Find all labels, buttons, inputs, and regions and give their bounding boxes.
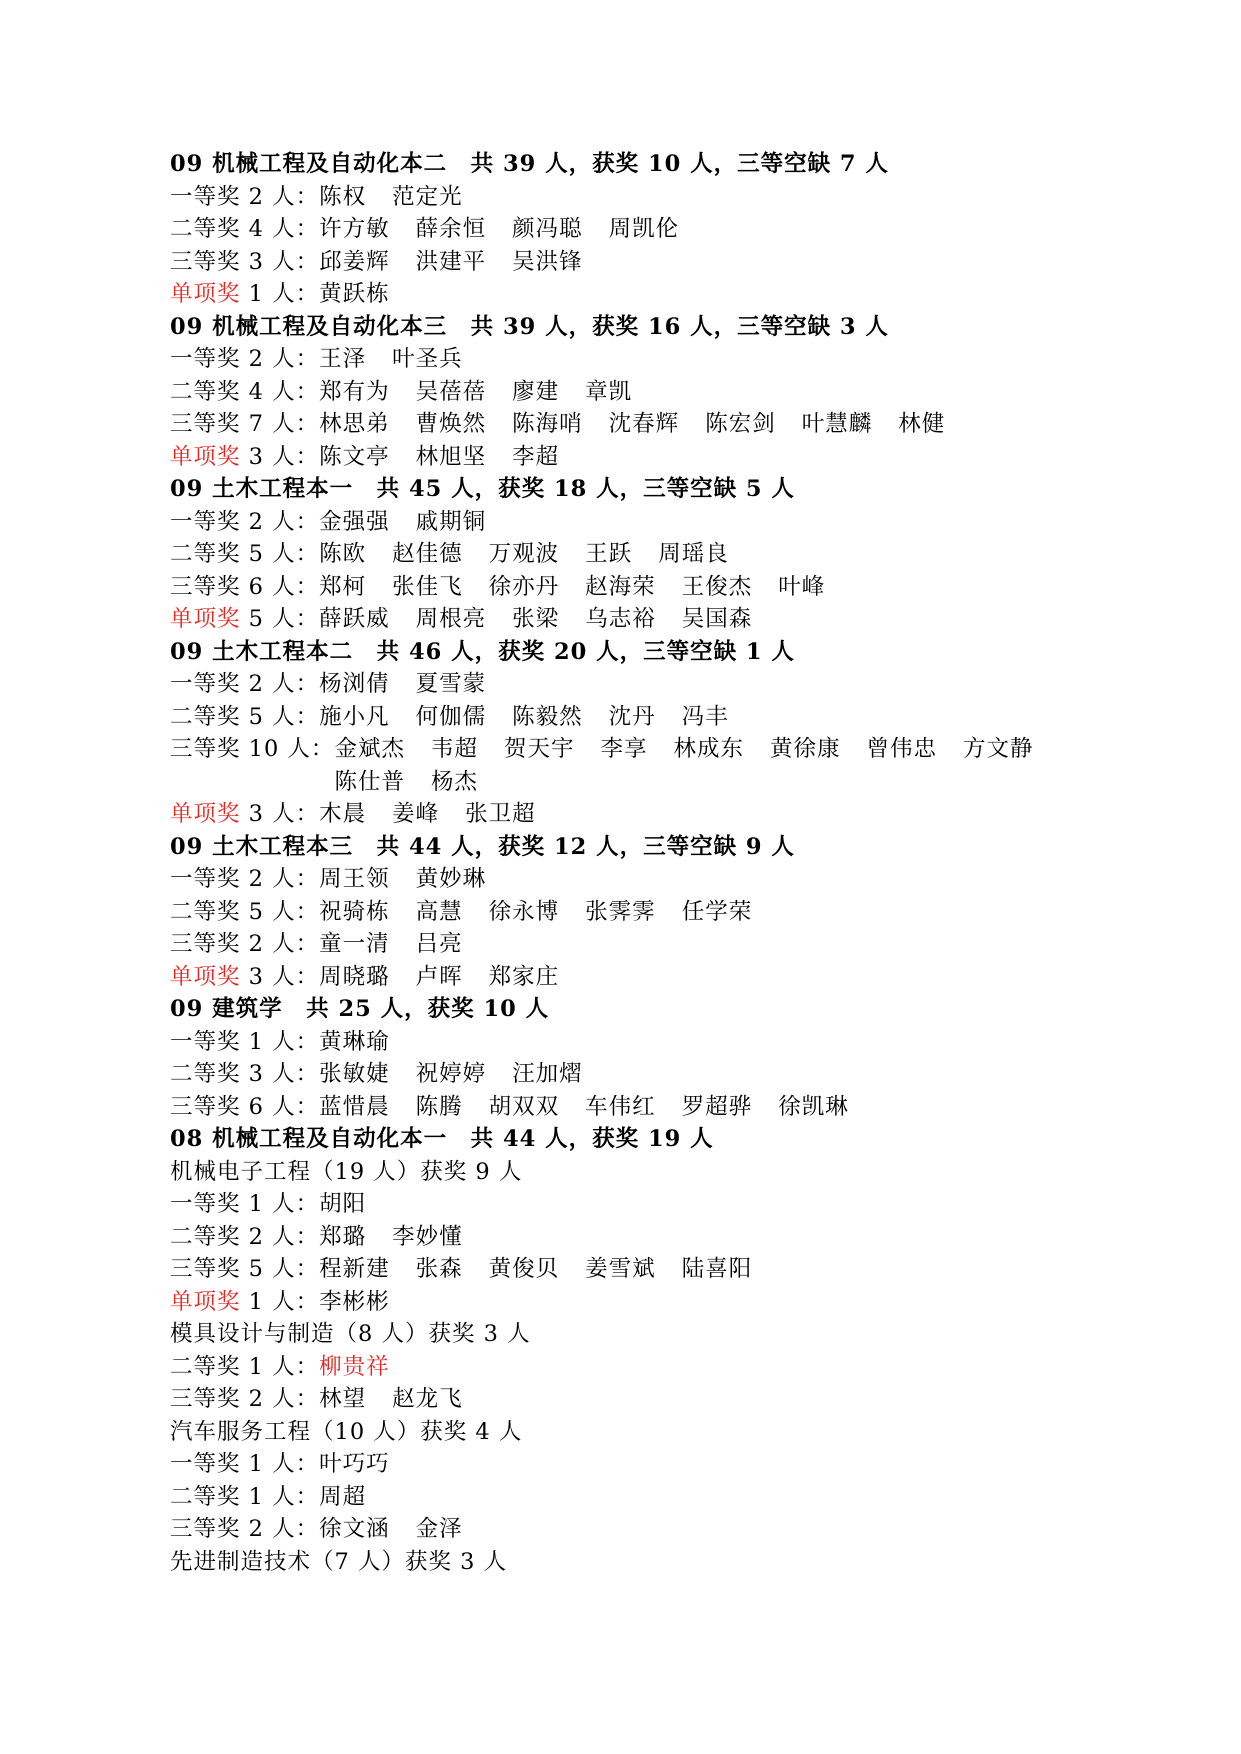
winner-name: 周晓璐 — [319, 963, 390, 990]
award-line — [170, 928, 1170, 961]
award-count: 二等奖 4 人： — [170, 378, 320, 405]
award-label — [170, 181, 319, 214]
award-count: 三等奖 2 人： — [170, 931, 320, 957]
winner-name: 金强强 — [319, 508, 390, 535]
winner-names — [319, 343, 489, 376]
award-count: 二等奖 5 人： — [170, 703, 320, 730]
winner-name: 吴蓓蓓 — [415, 378, 487, 405]
special-award-label: 单项奖 — [170, 281, 241, 307]
award-label — [170, 1026, 319, 1059]
winner-names — [319, 798, 562, 831]
award-count: 二等奖 5 人： — [170, 898, 320, 925]
winner-name: 李享 — [600, 736, 648, 762]
special-award-label: 单项奖 — [170, 1288, 241, 1315]
class-heading: 09 土木工程本一 共 45 人，获奖 18 人，三等空缺 5 人 — [170, 476, 795, 502]
winner-names — [319, 1513, 489, 1546]
award-label — [170, 1513, 319, 1546]
class-heading: 09 土木工程本二 共 46 人，获奖 20 人，三等空缺 1 人 — [170, 638, 795, 665]
winner-name: 罗超骅 — [681, 1093, 753, 1120]
award-label — [170, 733, 334, 766]
award-count: 一等奖 2 人： — [170, 183, 320, 210]
winner-name: 王跃 — [585, 541, 633, 567]
winner-name: 徐永博 — [488, 898, 560, 925]
winner-name: 洪建平 — [415, 248, 487, 275]
award-line — [170, 1188, 1170, 1221]
award-line — [170, 1253, 1170, 1286]
winner-name: 陈毅然 — [512, 703, 583, 730]
winner-name: 金泽 — [415, 1516, 463, 1542]
winner-name: 徐凯琳 — [778, 1093, 849, 1120]
winner-name: 胡阳 — [319, 1191, 367, 1217]
award-label — [170, 278, 319, 311]
winner-name: 廖建 — [512, 378, 560, 405]
award-line — [170, 961, 1170, 994]
award-count: 5 人： — [240, 606, 320, 632]
award-count: 一等奖 1 人： — [170, 1028, 320, 1055]
award-count: 三等奖 6 人： — [170, 573, 320, 600]
winner-names — [319, 896, 778, 929]
winner-names — [334, 733, 1114, 798]
award-count: 二等奖 2 人： — [170, 1223, 320, 1250]
award-line — [170, 863, 1170, 896]
winner-name: 周瑶良 — [658, 541, 729, 567]
award-count: 一等奖 2 人： — [170, 508, 320, 535]
special-award-label: 单项奖 — [170, 801, 241, 827]
winner-name: 任学荣 — [681, 898, 753, 925]
award-line — [170, 1026, 1170, 1059]
winner-name: 吴洪锋 — [512, 248, 583, 275]
award-line — [170, 1383, 1170, 1416]
award-line — [170, 571, 1170, 604]
winner-name: 许方敏 — [319, 216, 390, 242]
winner-names — [319, 928, 489, 961]
award-line — [170, 538, 1170, 571]
winner-name: 曹焕然 — [415, 411, 487, 437]
winner-name: 陈仕普 — [334, 768, 405, 795]
award-line — [170, 733, 1170, 798]
winner-names — [319, 441, 585, 474]
winner-name: 金斌杰 — [334, 736, 405, 762]
winner-name: 章凯 — [585, 378, 633, 405]
award-count: 3 人： — [240, 963, 320, 990]
winner-name: 程新建 — [319, 1256, 390, 1282]
winner-names — [319, 1448, 416, 1481]
winner-name: 周王领 — [319, 866, 390, 892]
winner-name: 卢晖 — [415, 963, 463, 990]
winner-name: 徐亦丹 — [488, 573, 560, 600]
winner-names — [319, 701, 755, 734]
winner-name: 郑柯 — [319, 573, 367, 600]
award-count: 一等奖 2 人： — [170, 866, 320, 892]
winner-name: 周超 — [319, 1483, 367, 1510]
winner-name: 王俊杰 — [681, 573, 753, 600]
winner-name: 郑有为 — [319, 378, 390, 405]
winner-name: 陈海哨 — [512, 411, 583, 437]
winner-name: 姜雪斌 — [585, 1256, 656, 1282]
winner-name: 沈春辉 — [608, 411, 680, 437]
winner-names — [319, 376, 658, 409]
award-label — [170, 798, 319, 831]
winner-name: 张梁 — [512, 606, 560, 632]
award-line — [170, 1448, 1170, 1481]
winner-name: 赵佳德 — [392, 541, 463, 567]
winner-name: 陈文亭 — [319, 443, 390, 470]
award-label — [170, 246, 319, 279]
award-line — [170, 1351, 1170, 1384]
award-count: 三等奖 6 人： — [170, 1093, 320, 1120]
winner-names — [319, 1026, 416, 1059]
winner-name: 吕亮 — [415, 931, 463, 957]
winner-name: 祝骑栋 — [319, 898, 390, 925]
award-label — [170, 1448, 319, 1481]
winner-name: 郑璐 — [319, 1223, 367, 1250]
award-count: 一等奖 2 人： — [170, 671, 320, 697]
award-line — [170, 701, 1170, 734]
winner-name: 吴国森 — [681, 606, 753, 632]
award-line — [170, 278, 1170, 311]
winner-name: 林健 — [898, 411, 946, 437]
winner-name: 叶巧巧 — [319, 1451, 390, 1477]
winner-name: 张森 — [415, 1256, 463, 1282]
award-line — [170, 1513, 1170, 1546]
award-line — [170, 668, 1170, 701]
award-label — [170, 1481, 319, 1514]
award-line — [170, 343, 1170, 376]
winner-name: 林思弟 — [319, 411, 390, 437]
award-line — [170, 603, 1170, 636]
winner-name: 赵海荣 — [585, 573, 656, 600]
award-count: 三等奖 2 人： — [170, 1386, 320, 1412]
winner-name: 薛余恒 — [415, 216, 487, 242]
winner-names — [319, 1351, 416, 1384]
award-label — [170, 603, 319, 636]
winner-name: 张佳飞 — [392, 573, 463, 600]
winner-name: 叶峰 — [778, 573, 826, 600]
award-line — [170, 441, 1170, 474]
award-label — [170, 571, 319, 604]
winner-name: 李超 — [512, 443, 560, 470]
class-heading: 09 土木工程本三 共 44 人，获奖 12 人，三等空缺 9 人 — [170, 833, 795, 860]
winner-names — [319, 603, 778, 636]
winner-name: 姜峰 — [392, 801, 440, 827]
award-label — [170, 1351, 319, 1384]
winner-names — [319, 1058, 609, 1091]
winner-name: 贺天宇 — [503, 736, 575, 762]
award-count: 三等奖 7 人： — [170, 411, 320, 437]
winner-names — [319, 961, 585, 994]
award-count: 一等奖 1 人： — [170, 1191, 320, 1217]
award-count: 三等奖 2 人： — [170, 1516, 320, 1542]
winner-name: 黄琳瑜 — [319, 1028, 390, 1055]
winner-name: 沈丹 — [608, 703, 656, 730]
winner-name: 李彬彬 — [319, 1288, 390, 1315]
award-label — [170, 896, 319, 929]
award-count: 一等奖 1 人： — [170, 1451, 320, 1477]
award-label — [170, 1091, 319, 1124]
award-line — [170, 213, 1170, 246]
winner-name: 蓝惜晨 — [319, 1093, 390, 1120]
winner-name: 祝婷婷 — [415, 1061, 487, 1087]
award-line — [170, 1058, 1170, 1091]
winner-name: 韦超 — [430, 736, 478, 762]
award-label — [170, 408, 319, 441]
winner-name: 冯丰 — [681, 703, 729, 730]
winner-names — [319, 181, 489, 214]
award-count: 二等奖 3 人： — [170, 1061, 320, 1087]
winner-name: 何伽儒 — [415, 703, 487, 730]
winner-names — [319, 408, 971, 441]
winner-name: 李妙懂 — [392, 1223, 463, 1250]
class-heading: 09 建筑学 共 25 人，获奖 10 人 — [170, 996, 550, 1022]
award-count: 二等奖 1 人： — [170, 1483, 320, 1510]
class-heading: 09 机械工程及自动化本三 共 39 人，获奖 16 人，三等空缺 3 人 — [170, 313, 889, 340]
winner-name: 张卫超 — [465, 801, 536, 827]
winner-name: 林成东 — [673, 736, 745, 762]
award-label — [170, 376, 319, 409]
major-subheading: 汽车服务工程（10 人）获奖 4 人 — [170, 1418, 523, 1445]
winner-names — [319, 506, 512, 539]
award-line — [170, 1221, 1170, 1254]
winner-name: 车伟红 — [585, 1093, 656, 1120]
award-label — [170, 213, 319, 246]
winner-name: 戚期铜 — [415, 508, 487, 535]
winner-name: 邱姜辉 — [319, 248, 390, 275]
award-count: 三等奖 3 人： — [170, 248, 320, 275]
award-line — [170, 506, 1170, 539]
award-line — [170, 376, 1170, 409]
award-count: 1 人： — [240, 281, 320, 307]
award-count: 一等奖 2 人： — [170, 346, 320, 372]
winner-name: 胡双双 — [488, 1093, 560, 1120]
award-label — [170, 928, 319, 961]
award-label — [170, 1383, 319, 1416]
winner-name: 张敏婕 — [319, 1061, 390, 1087]
winner-name: 陆喜阳 — [681, 1256, 753, 1282]
winner-names — [319, 571, 851, 604]
winner-names — [319, 1221, 489, 1254]
winner-names — [319, 1286, 416, 1319]
winner-names — [319, 668, 512, 701]
award-label — [170, 1221, 319, 1254]
award-line — [170, 408, 1170, 441]
class-heading: 08 机械工程及自动化本一 共 44 人，获奖 19 人 — [170, 1126, 714, 1152]
winner-name: 王泽 — [319, 346, 367, 372]
award-count: 1 人： — [240, 1288, 320, 1315]
award-label — [170, 1188, 319, 1221]
winner-name: 徐文涵 — [319, 1516, 390, 1542]
winner-name: 杨浏倩 — [319, 671, 390, 697]
winner-name: 范定光 — [392, 183, 463, 210]
winner-name: 薛跃威 — [319, 606, 390, 632]
winner-name: 黄徐康 — [770, 736, 841, 762]
winner-name: 周凯伦 — [608, 216, 680, 242]
winner-names — [319, 863, 512, 896]
winner-name: 叶慧麟 — [801, 411, 873, 437]
winner-name: 林旭坚 — [415, 443, 487, 470]
winner-names — [319, 278, 416, 311]
award-label — [170, 863, 319, 896]
winner-name: 陈欧 — [319, 541, 367, 567]
award-label — [170, 701, 319, 734]
award-count: 3 人： — [240, 801, 320, 827]
award-count: 3 人： — [240, 443, 320, 470]
winner-name: 黄妙琳 — [415, 866, 487, 892]
winner-names — [319, 538, 755, 571]
award-label — [170, 668, 319, 701]
award-label — [170, 1058, 319, 1091]
winner-name: 汪加熠 — [512, 1061, 583, 1087]
winner-name: 张霁霁 — [585, 898, 656, 925]
winner-name: 施小凡 — [319, 703, 390, 730]
winner-name: 柳贵祥 — [319, 1353, 390, 1380]
award-label — [170, 961, 319, 994]
award-label — [170, 1286, 319, 1319]
award-label — [170, 538, 319, 571]
winner-name: 颜冯聪 — [512, 216, 583, 242]
award-line — [170, 1091, 1170, 1124]
major-subheading: 机械电子工程（19 人）获奖 9 人 — [170, 1158, 523, 1185]
winner-name: 陈权 — [319, 183, 367, 210]
winner-name: 方文静 — [963, 736, 1034, 762]
winner-name: 叶圣兵 — [392, 346, 463, 372]
winner-name: 林望 — [319, 1386, 367, 1412]
award-line — [170, 1481, 1170, 1514]
winner-name: 木晨 — [319, 801, 367, 827]
winner-names — [319, 213, 705, 246]
winner-name: 郑家庄 — [488, 963, 560, 990]
winner-name: 乌志裕 — [585, 606, 656, 632]
award-line — [170, 246, 1170, 279]
major-subheading: 先进制造技术（7 人）获奖 3 人 — [170, 1548, 508, 1575]
award-count: 二等奖 5 人： — [170, 541, 320, 567]
winner-name: 曾伟忠 — [866, 736, 938, 762]
award-label — [170, 1253, 319, 1286]
award-count: 二等奖 4 人： — [170, 216, 320, 242]
award-line — [170, 181, 1170, 214]
winner-names — [319, 246, 609, 279]
winner-name: 陈腾 — [415, 1093, 463, 1120]
winner-name: 夏雪蒙 — [415, 671, 487, 697]
award-line — [170, 798, 1170, 831]
award-line — [170, 1286, 1170, 1319]
winner-names — [319, 1481, 392, 1514]
winner-name: 万观波 — [488, 541, 560, 567]
winner-names — [319, 1253, 778, 1286]
special-award-label: 单项奖 — [170, 963, 241, 990]
winner-name: 高慧 — [415, 898, 463, 925]
award-list-document — [170, 148, 1170, 1578]
award-count: 三等奖 5 人： — [170, 1256, 320, 1282]
winner-name: 黄俊贝 — [488, 1256, 560, 1282]
class-heading: 09 机械工程及自动化本二 共 39 人，获奖 10 人，三等空缺 7 人 — [170, 151, 889, 177]
award-label — [170, 441, 319, 474]
special-award-label: 单项奖 — [170, 606, 241, 632]
winner-name: 童一清 — [319, 931, 390, 957]
award-line — [170, 896, 1170, 929]
special-award-label: 单项奖 — [170, 443, 241, 470]
major-subheading: 模具设计与制造（8 人）获奖 3 人 — [170, 1321, 531, 1347]
winner-name: 赵龙飞 — [392, 1386, 463, 1412]
award-count: 二等奖 1 人： — [170, 1353, 320, 1380]
award-label — [170, 343, 319, 376]
winner-names — [319, 1383, 489, 1416]
winner-names — [319, 1091, 875, 1124]
winner-name: 陈宏剑 — [705, 411, 776, 437]
winner-names — [319, 1188, 392, 1221]
award-label — [170, 506, 319, 539]
winner-name: 周根亮 — [415, 606, 487, 632]
award-count: 三等奖 10 人： — [170, 736, 335, 762]
winner-name: 杨杰 — [430, 768, 478, 795]
winner-name: 黄跃栋 — [319, 281, 390, 307]
